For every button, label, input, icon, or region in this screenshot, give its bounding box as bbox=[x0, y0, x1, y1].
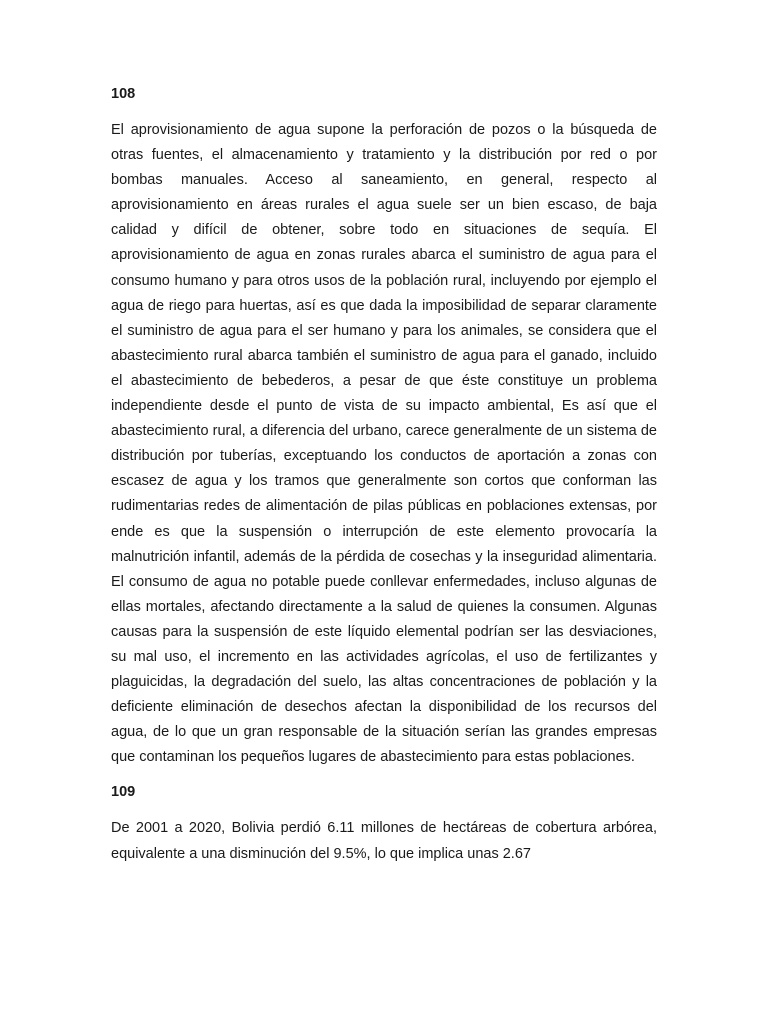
section-paragraph-108: El aprovisionamiento de agua supone la perforación de pozos o la búsqueda de otras fuentes, el almacenamiento y tratamiento y la distribución por red o por bombas manuales. Acceso al saneamiento, en general, respecto al aprovisionamiento en áreas rurales el agua suele ser un bien escaso, de baja calidad y difícil de obtener, sobre todo en situaciones de sequía. El aprovisionamiento de agua en zonas rurales abarca el suministro de agua para el consumo humano y para otros usos de la población rural, incluyendo por ejemplo el agua de riego para huertas, así es que dada la imposibilidad de separar claramente el suministro de agua para el ser humano y para los animales, se considera que el abastecimiento rural abarca también el suministro de agua para el ganado, incluido el abastecimiento de bebederos, a pesar de que éste constituye un problema independiente desde el punto de vista de su impacto ambiental, Es así que el abastecimiento rural, a diferencia del urbano, carece generalmente de un sistema de distribución por tuberías, exceptuando los conductos de aportación a zonas con escasez de agua y los tramos que generalmente son cortos que conforman las rudimentarias redes de alimentación de pilas públicas en poblaciones extensas, por ende es que la suspensión o interrupción de este elemento provocaría la malnutrición infantil, además de la pérdida de cosechas y la inseguridad alimentaria. El consumo de agua no potable puede conllevar enfermedades, incluso algunas de ellas mortales, afectando directamente a la salud de quienes la consumen. Algunas causas para la suspensión de este líquido elemental podrían ser las desviaciones, su mal uso, el incremento en las actividades agrícolas, el uso de fertilizantes y plaguicidas, la degradación del suelo, las altas concentraciones de población y la deficiente eliminación de desechos afectan la disponibilidad de los recursos del agua, de lo que un gran responsable de la situación serían las grandes empresas que contaminan los pequeños lugares de abastecimiento para estas poblaciones. bbox=[111, 122, 657, 766]
section-number-108: 108 bbox=[111, 86, 136, 102]
section-paragraph-109: De 2001 a 2020, Bolivia perdió 6.11 millones de hectáreas de cobertura arbórea, equivalente a una disminución del 9.5%, lo que implica unas 2.67 bbox=[111, 820, 657, 862]
document-page bbox=[111, 84, 657, 867]
section-number-109: 109 bbox=[111, 784, 136, 801]
